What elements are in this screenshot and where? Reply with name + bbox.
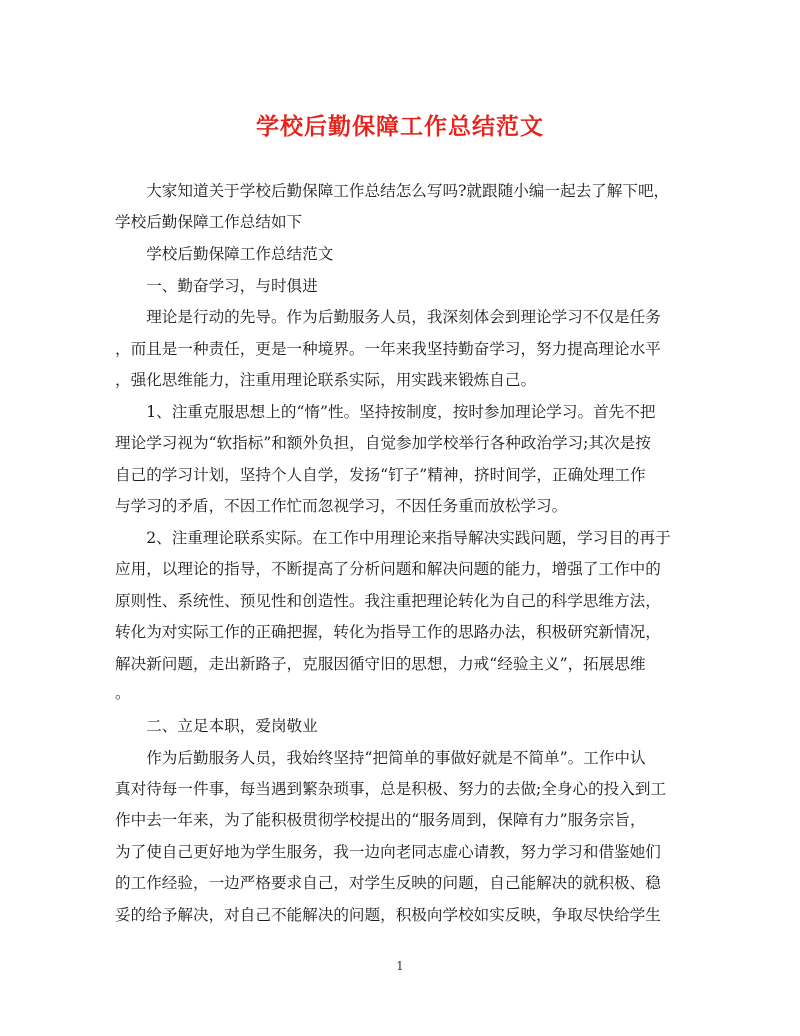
- text-line: 解决新问题，走出新路子，克服因循守旧的思想，力戒“经验主义”，拓展思维: [115, 655, 646, 673]
- text-line: 的工作经验，一边严格要求自己，对学生反映的问题，自己能解决的就积极、稳: [115, 874, 661, 892]
- text-line: 为了使自己更好地为学生服务，我一边向老同志虚心请教，努力学习和借鉴她们: [115, 843, 661, 861]
- text-line: 1、注重克服思想上的“惰”性。坚持按制度，按时参加理论学习。首先不把: [115, 403, 656, 421]
- text-line: 。: [115, 684, 131, 702]
- text-line: ，而且是一种责任，更是一种境界。一年来我坚持勤奋学习，努力提高理论水平: [115, 340, 661, 358]
- text-line: 真对待每一件事，每当遇到繁杂琐事，总是积极、努力的去做;全身心的投入到工: [115, 780, 667, 798]
- text-line: 转化为对实际工作的正确把握，转化为指导工作的思路办法，积极研究新情况，: [115, 623, 661, 641]
- text-line: 一、勤奋学习，与时俱进: [115, 277, 318, 295]
- text-line: ，强化思维能力，注重用理论联系实际，用实践来锻炼自己。: [115, 371, 537, 389]
- text-line: 大家知道关于学校后勤保障工作总结怎么写吗?就跟随小编一起去了解下吧，: [115, 182, 670, 200]
- page-number: 1: [396, 959, 404, 973]
- text-line: 作中去一年来，为了能积极贯彻学校提出的“服务周到，保障有力”服务宗旨，: [115, 811, 646, 829]
- text-line: 2、注重理论联系实际。在工作中用理论来指导解决实践问题，学习目的再于: [115, 529, 671, 547]
- text-line: 妥的给予解决，对自己不能解决的问题，积极向学校如实反映，争取尽快给学生: [115, 906, 661, 924]
- text-line: 学校后勤保障工作总结范文: [115, 245, 334, 263]
- text-line: 应用，以理论的指导，不断提高了分析问题和解决问题的能力，增强了工作中的: [115, 560, 661, 578]
- text-line: 二、立足本职，爱岗敬业: [115, 717, 318, 735]
- text-line: 原则性、系统性、预见性和创造性。我注重把理论转化为自己的科学思维方法，: [115, 592, 661, 610]
- text-line: 理论学习视为“软指标”和额外负担，自觉参加学校举行各种政治学习;其次是按: [115, 434, 651, 452]
- text-line: 自己的学习计划，坚持个人自学，发扬“钉子”精神，挤时间学，正确处理工作: [115, 466, 646, 484]
- text-line: 与学习的矛盾，不因工作忙而忽视学习，不因任务重而放松学习。: [115, 497, 568, 515]
- text-line: 作为后勤服务人员，我始终坚持“把简单的事做好就是不简单”。工作中认: [115, 749, 646, 767]
- document-title: 学校后勤保障工作总结范文: [256, 113, 544, 140]
- text-line: 理论是行动的先导。作为后勤服务人员，我深刻体会到理论学习不仅是任务: [115, 308, 661, 326]
- text-line: 学校后勤保障工作总结如下: [115, 213, 303, 231]
